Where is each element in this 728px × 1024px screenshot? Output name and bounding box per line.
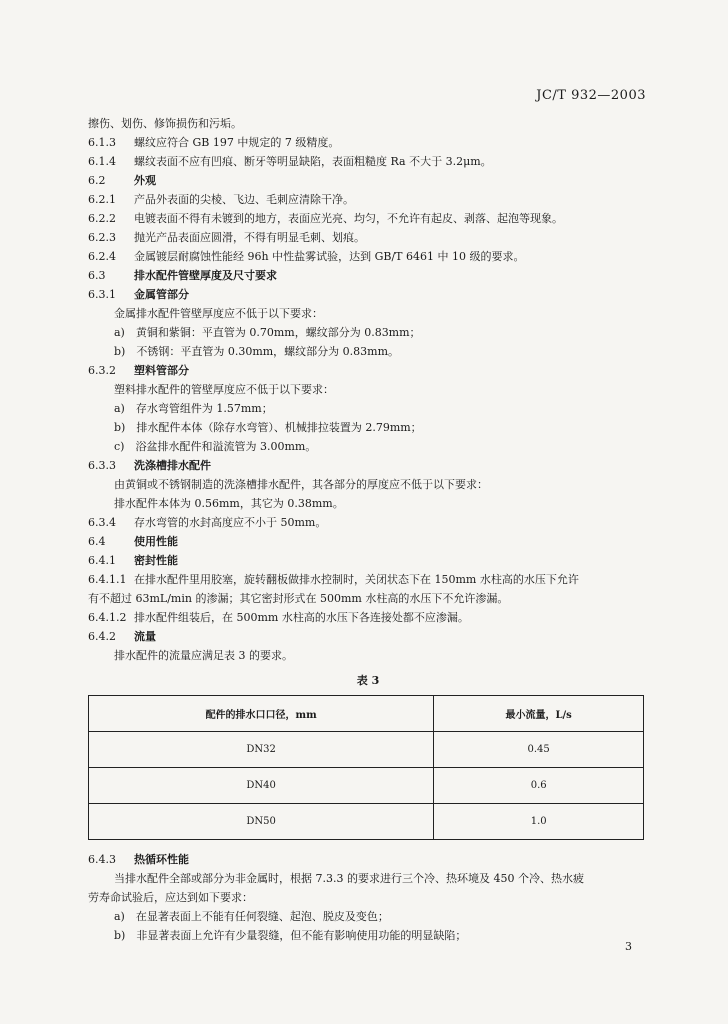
table-row [89, 732, 644, 768]
clause-text: 排水配件本体为 0.56mm，其它为 0.38mm。 [114, 497, 344, 510]
clause-text: 热循环性能 [134, 853, 189, 866]
clause-text: a) 黄铜和紫铜：平直管为 0.70mm，螺纹部分为 0.83mm； [114, 326, 421, 339]
text-line [88, 190, 648, 209]
table-header-diameter: 配件的排水口口径，mm [89, 696, 434, 732]
text-line [88, 133, 648, 152]
clause-text: 螺纹表面不应有凹痕、断牙等明显缺陷，表面粗糙度 Ra 不大于 3.2μm。 [134, 155, 492, 168]
clause-text: a) 存水弯管组件为 1.57mm； [114, 402, 273, 415]
clause-text: 金属管部分 [134, 288, 189, 301]
table-title: 表 3 [356, 674, 380, 687]
text-line [88, 869, 648, 888]
table-cell-flow: 0.6 [434, 768, 644, 804]
text-line [88, 304, 648, 323]
text-line [88, 418, 648, 437]
clause-text: 擦伤、划伤、修饰损伤和污垢。 [88, 117, 242, 130]
text-line [88, 627, 648, 646]
clause-number: 6.4.1.1 [88, 573, 127, 586]
clause-text: 密封性能 [134, 554, 178, 567]
table-cell-flow: 0.45 [434, 732, 644, 768]
text-line [88, 209, 648, 228]
clause-number: 6.3.4 [88, 516, 116, 529]
clause-text: 排水配件组装后，在 500mm 水柱高的水压下各连接处都不应渗漏。 [134, 611, 469, 624]
clause-text: 塑料排水配件的管壁厚度应不低于以下要求： [114, 383, 334, 396]
clause-number: 6.1.4 [88, 155, 116, 168]
clause-text: b) 不锈钢：平直管为 0.30mm，螺纹部分为 0.83mm。 [114, 345, 400, 358]
table-cell-diameter: DN40 [89, 768, 434, 804]
text-line [88, 437, 648, 456]
clause-text: 使用性能 [134, 535, 178, 548]
clause-text: 排水配件的流量应满足表 3 的要求。 [114, 649, 293, 662]
table-header-flow: 最小流量，L/s [434, 696, 644, 732]
clause-text: 排水配件管壁厚度及尺寸要求 [134, 269, 277, 282]
clause-text: 在排水配件里用胶塞，旋转翻板做排水控制时，关闭状态下在 150mm 水柱高的水压下允许 [134, 573, 579, 586]
clause-number: 6.2.1 [88, 193, 116, 206]
clause-text: 金属排水配件管壁厚度应不低于以下要求： [114, 307, 323, 320]
clause-number: 6.3.1 [88, 288, 116, 301]
clause-text: 当排水配件全部或部分为非金属时，根据 7.3.3 的要求进行三个冷、热环境及 450 个冷、热水疲 [114, 872, 584, 885]
text-line [88, 228, 648, 247]
clause-number: 6.3.2 [88, 364, 116, 377]
text-line [88, 475, 648, 494]
table-cell-diameter: DN50 [89, 804, 434, 840]
clause-number: 6.3 [88, 269, 106, 282]
clause-text: 洗涤槽排水配件 [134, 459, 211, 472]
text-line [88, 850, 648, 869]
text-line [88, 888, 648, 907]
flow-table [88, 695, 644, 840]
text-line [88, 399, 648, 418]
text-line [88, 152, 648, 171]
text-line [88, 926, 648, 945]
clause-text: b) 排水配件本体（除存水弯管）、机械排拉装置为 2.79mm； [114, 421, 422, 434]
clause-text: 产品外表面的尖棱、飞边、毛刺应清除干净。 [134, 193, 354, 206]
text-line [88, 494, 648, 513]
document-body [88, 114, 648, 945]
clause-number: 6.2.3 [88, 231, 116, 244]
clause-text: b) 非显著表面上允许有少量裂缝，但不能有影响使用功能的明显缺陷； [114, 929, 467, 942]
clause-number: 6.3.3 [88, 459, 116, 472]
text-line [88, 266, 648, 285]
text-line [88, 342, 648, 361]
clause-text: 存水弯管的水封高度应不小于 50mm。 [134, 516, 327, 529]
document-code: JC/T 932—2003 [536, 88, 646, 103]
clause-text: 外观 [134, 174, 156, 187]
text-line [88, 570, 648, 589]
clause-number: 6.4.2 [88, 630, 116, 643]
clause-text: 由黄铜或不锈钢制造的洗涤槽排水配件，其各部分的厚度应不低于以下要求： [114, 478, 488, 491]
clause-number: 6.4 [88, 535, 106, 548]
clause-number: 6.2 [88, 174, 106, 187]
table-row [89, 804, 644, 840]
text-line [88, 456, 648, 475]
clause-number: 6.4.3 [88, 853, 116, 866]
clause-text: 有不超过 63mL/min 的渗漏；其它密封形式在 500mm 水柱高的水压下不允许渗漏。 [88, 592, 509, 605]
table-row [89, 768, 644, 804]
clause-text: c) 浴盆排水配件和溢流管为 3.00mm。 [114, 440, 317, 453]
clause-text: a) 在显著表面上不能有任何裂缝、起泡、脱皮及变色； [114, 910, 389, 923]
table-cell-diameter: DN32 [89, 732, 434, 768]
text-line [88, 323, 648, 342]
clause-number: 6.2.2 [88, 212, 116, 225]
table-cell-flow: 1.0 [434, 804, 644, 840]
page-number: 3 [625, 940, 632, 953]
text-line [88, 608, 648, 627]
clause-number: 6.2.4 [88, 250, 116, 263]
clause-text: 抛光产品表面应圆滑，不得有明显毛刺、划痕。 [134, 231, 365, 244]
text-line [88, 114, 648, 133]
text-line [88, 907, 648, 926]
section-lines-top [88, 114, 648, 665]
clause-text: 塑料管部分 [134, 364, 189, 377]
clause-text: 螺纹应符合 GB 197 中规定的 7 级精度。 [134, 136, 340, 149]
clause-number: 6.4.1 [88, 554, 116, 567]
text-line [88, 589, 648, 608]
clause-text: 电镀表面不得有未镀到的地方，表面应光亮、均匀，不允许有起皮、剥落、起泡等现象。 [134, 212, 563, 225]
text-line [88, 285, 648, 304]
clause-text: 金属镀层耐腐蚀性能经 96h 中性盐雾试验，达到 GB/T 6461 中 10 级的要求。 [134, 250, 525, 263]
text-line [88, 551, 648, 570]
text-line [88, 646, 648, 665]
table-header-row [89, 696, 644, 732]
text-line [88, 513, 648, 532]
text-line [88, 380, 648, 399]
clause-text: 流量 [134, 630, 156, 643]
clause-number: 6.1.3 [88, 136, 116, 149]
section-lines-bottom [88, 850, 648, 945]
text-line [88, 532, 648, 551]
text-line [88, 171, 648, 190]
text-line [88, 247, 648, 266]
clause-text: 劳寿命试验后，应达到如下要求： [88, 891, 253, 904]
clause-number: 6.4.1.2 [88, 611, 127, 624]
text-line [88, 361, 648, 380]
